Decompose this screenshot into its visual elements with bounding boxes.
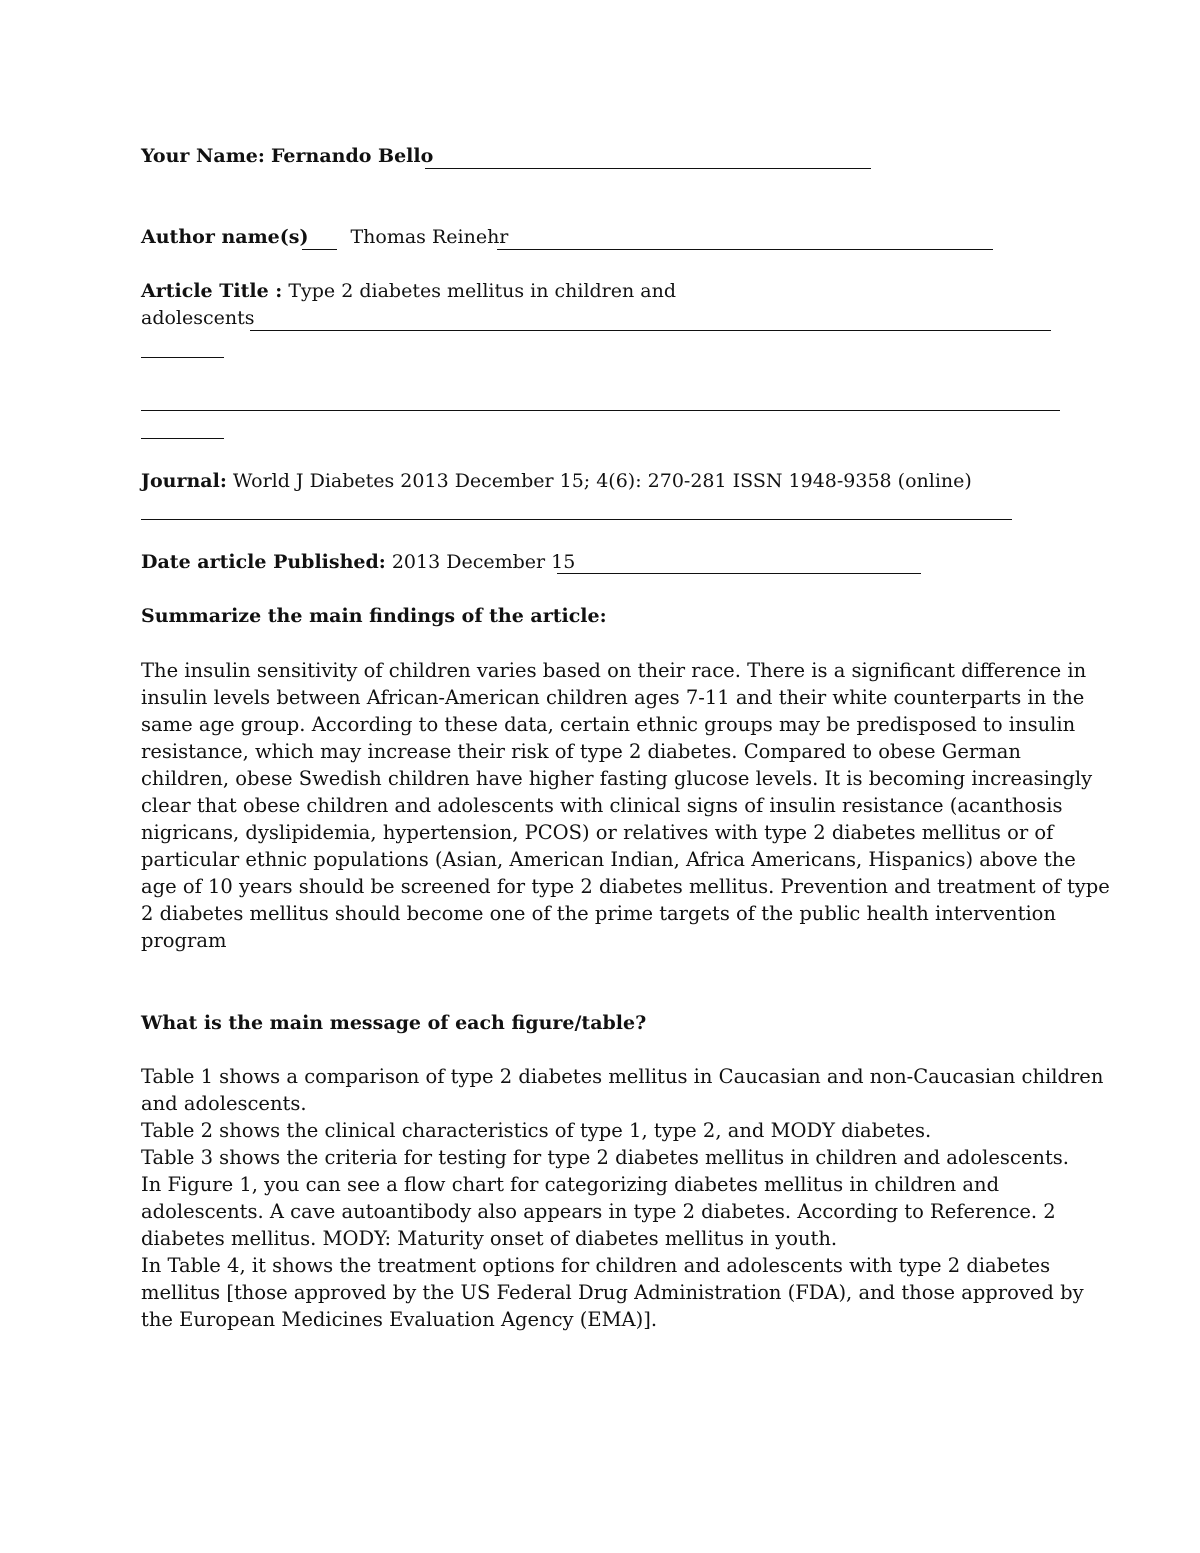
title-rule-3 [141, 410, 1060, 411]
summary-line: insulin levels between African-American children ages 7-11 and their white counterparts in the [141, 686, 1085, 709]
author-rule-short [302, 249, 337, 250]
summary-line: children, obese Swedish children have higher fasting glucose levels. It is becoming increasingly [141, 767, 1093, 790]
figures-line: diabetes mellitus. MODY: Maturity onset of diabetes mellitus in youth. [141, 1227, 838, 1250]
summary-line: The insulin sensitivity of children varies based on their race. There is a significant difference in [141, 659, 1087, 682]
journal-value: World J Diabetes 2013 December 15; 4(6): 270-281 ISSN 1948-9358 (online) [232, 470, 972, 492]
title-rule-2 [141, 357, 224, 358]
date-rule [557, 573, 921, 574]
figures-line: adolescents. A cave autoantibody also appears in type 2 diabetes. According to Reference. 2 [141, 1200, 1056, 1223]
summary-line: nigricans, dyslipidemia, hypertension, PCOS) or relatives with type 2 diabetes mellitus or of [141, 821, 1054, 844]
summary-line: resistance, which may increase their risk of type 2 diabetes. Compared to obese German [141, 740, 1021, 763]
journal-line [141, 468, 972, 495]
summary-line: 2 diabetes mellitus should become one of the prime targets of the public health intervention [141, 902, 1056, 925]
summary-line: age of 10 years should be screened for type 2 diabetes mellitus. Prevention and treatment of type [141, 875, 1110, 898]
your-name-value: Fernando Bello [270, 145, 434, 167]
author-line [141, 224, 508, 251]
summary-heading-line [141, 603, 607, 630]
date-label: Date article Published: [141, 551, 386, 573]
figures-line: Table 2 shows the clinical characteristics of type 1, type 2, and MODY diabetes. [141, 1119, 932, 1142]
date-line [141, 549, 575, 576]
title-rule-4 [141, 438, 224, 439]
summary-line: same age group. According to these data, certain ethnic groups may be predisposed to insulin [141, 713, 1076, 736]
title-value-line1: Type 2 diabetes mellitus in children and [288, 280, 677, 302]
journal-rule [141, 519, 1012, 520]
author-rule [497, 249, 993, 250]
title-line-1 [141, 278, 676, 305]
author-value: Thomas Reinehr [350, 226, 509, 248]
figures-line: In Table 4, it shows the treatment options for children and adolescents with type 2 diabetes [141, 1254, 1051, 1277]
figures-paragraph [141, 1063, 1104, 1333]
figures-heading: What is the main message of each figure/table? [141, 1012, 647, 1034]
summary-line: clear that obese children and adolescents with clinical signs of insulin resistance (acanthosis [141, 794, 1063, 817]
summary-line: program [141, 929, 227, 952]
figures-line: and adolescents. [141, 1092, 307, 1115]
title-rule-1 [250, 330, 1051, 331]
figures-line: mellitus [those approved by the US Federal Drug Administration (FDA), and those approved by [141, 1281, 1084, 1304]
your-name-line [141, 143, 433, 170]
journal-label: Journal: [141, 470, 227, 492]
figures-heading-line [141, 1010, 646, 1037]
summary-paragraph [141, 657, 1110, 954]
figures-line: In Figure 1, you can see a flow chart for categorizing diabetes mellitus in children and [141, 1173, 1000, 1196]
figures-line: Table 1 shows a comparison of type 2 diabetes mellitus in Caucasian and non-Caucasian children [141, 1065, 1104, 1088]
title-line-2 [141, 305, 255, 332]
your-name-rule [425, 168, 871, 169]
title-value-line2: adolescents [141, 307, 255, 329]
date-value: 2013 December 15 [391, 551, 576, 573]
title-label: Article Title : [141, 280, 283, 302]
summary-line: particular ethnic populations (Asian, American Indian, Africa Americans, Hispanics) above the [141, 848, 1076, 871]
figures-line: the European Medicines Evaluation Agency (EMA)]. [141, 1308, 658, 1331]
author-label: Author name(s) [141, 226, 309, 248]
your-name-label: Your Name: [141, 145, 265, 167]
figures-line: Table 3 shows the criteria for testing for type 2 diabetes mellitus in children and adolescents. [141, 1146, 1069, 1169]
summary-heading: Summarize the main findings of the article: [141, 605, 607, 627]
